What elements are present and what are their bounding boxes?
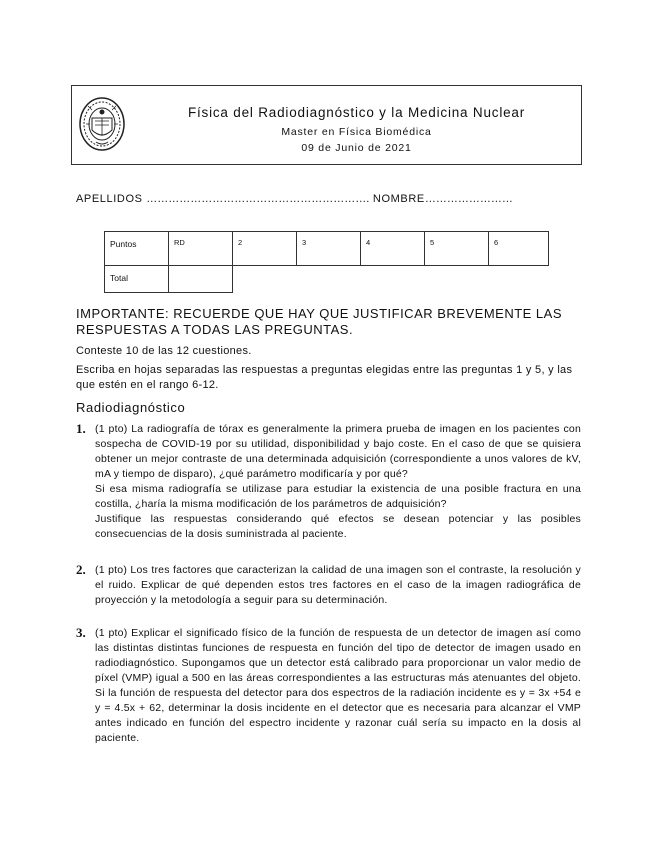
score-cell-5: 5 [425,232,489,266]
score-row-puntos [105,232,549,266]
question-paragraph: Si esa misma radiografía se utilizase para estudiar la existencia de una posible fractura en una costilla, ¿haría la misma modificación de los parámetros de adquisición? [95,483,581,510]
score-cell-rd: RD [169,232,233,266]
section-title: Radiodiagnóstico [76,400,186,415]
score-cell-2: 2 [233,232,297,266]
exam-date: 09 de Junio de 2021 [301,142,412,154]
important-notice: IMPORTANTE: RECUERDE QUE HAY QUE JUSTIFICAR BREVEMENTE LAS RESPUESTAS A TODAS LAS PREGUNTAS. [76,306,562,337]
course-subtitle: Master en Física Biomédica [281,126,432,138]
nombre-field[interactable]: …………………… [424,193,513,205]
score-cell-6: 6 [489,232,549,266]
question-paragraph: (1 pto) La radiografía de tórax es generalmente la primera prueba de imagen en los pacientes con sospecha de COVID-19 por su utilidad, disponibilidad y bajo coste. En el caso de que se quisiera obtener un mejor contraste de una determinada adquisición (correspondiente a unos valores de kV, mA y tiempo de disparo), ¿qué parámetro modificaría y por qué? [95,423,581,480]
student-name-line [76,193,513,205]
total-value-cell [169,266,233,293]
score-cell-4: 4 [361,232,425,266]
score-table [104,231,549,293]
course-title: Física del Radiodiagnóstico y la Medicina Nuclear [187,105,526,120]
university-seal-icon [78,96,126,152]
header-box [71,85,582,165]
question-paragraph: (1 pto) Explicar el significado físico de la función de respuesta de un detector de imagen así como las distintas distintas funciones de respuesta en función del tipo de detector de imagen usado en radiodiagnóstico. Supongamos que un detector está calibrado para proporcionar un valor medio de píxel (VMP) igual a 500 en las áreas correspondientes a las estructuras más atenuantes del objeto. Si la función de respuesta del detector para dos espectros de la radiación incidente es y = 3x +54 e y = 4.5x + 62, determinar la dosis incidente en el detector que es necesaria para alcanzar el VMP antes indicado en función del espectro incidente y razonar cuál sería su impacto en la dosis al paciente. [95,627,581,744]
question-number: 2. [76,562,86,577]
answer-count-instruction: Conteste 10 de las 12 cuestiones. [76,345,252,357]
score-cell-label: Puntos [105,232,169,266]
question-number: 3. [76,625,86,640]
score-row-total [105,266,549,293]
apellidos-field[interactable]: ……………………………………………………. [146,193,370,205]
apellidos-label: APELLIDOS [76,193,143,205]
question-paragraph: Justifique las respuestas considerando qué efectos se desean potenciar y las posibles consecuencias de la dosis suministrada al paciente. [95,513,581,540]
question-number: 1. [76,421,86,436]
separate-sheets-instruction: Escriba en hojas separadas las respuestas a preguntas elegidas entre las preguntas 1 y 5, y las que estén en el rango 6-12. [76,364,573,391]
question-paragraph: (1 pto) Los tres factores que caracterizan la calidad de una imagen son el contraste, la resolución y el ruido. Explicar de qué dependen estos tres factores en el caso de la imagen radiográfica de proyección y la metodología a seguir para su determinación. [95,564,581,606]
score-cell-3: 3 [297,232,361,266]
nombre-label: NOMBRE [372,193,425,205]
total-label: Total [105,266,169,293]
